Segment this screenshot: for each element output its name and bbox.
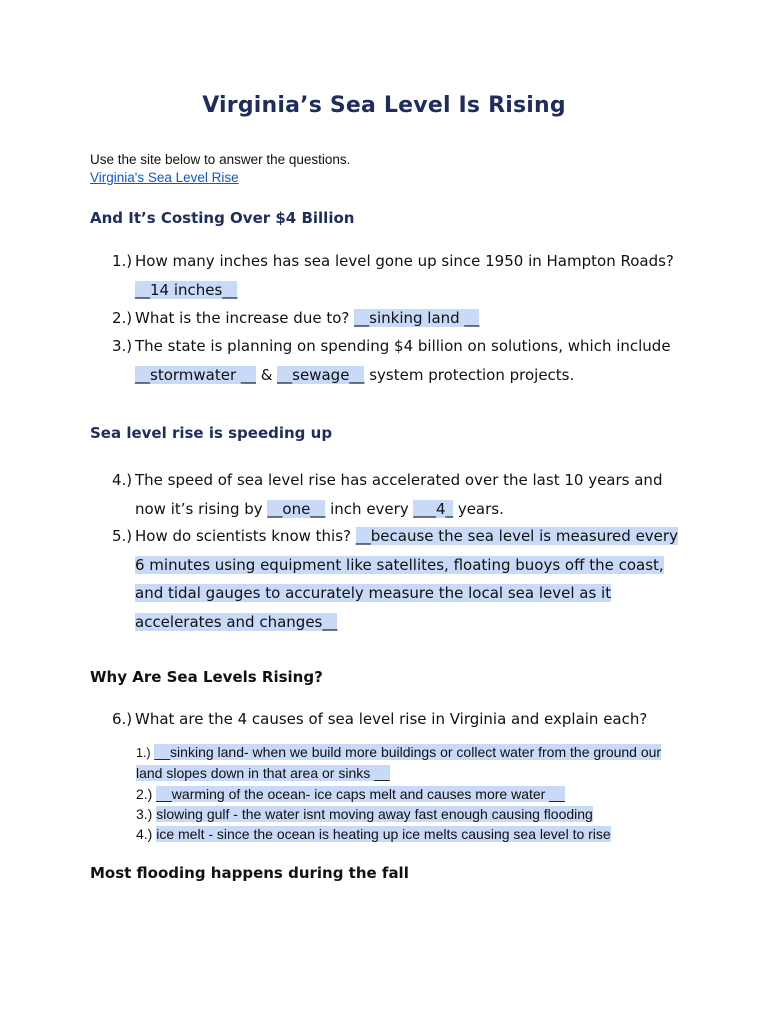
list-item-number: 1.) — [136, 746, 151, 760]
list-item — [136, 784, 681, 804]
list-item — [136, 824, 681, 844]
question-3 — [112, 332, 682, 389]
question-text: What are the 4 causes of sea level rise in Virginia and explain each? — [135, 710, 648, 728]
section-heading-why-rising: Why Are Sea Levels Rising? — [90, 668, 323, 686]
list-item-text: ice melt - since the ocean is heating up ice melts causing sea level to rise — [156, 826, 611, 843]
question-4 — [112, 466, 682, 523]
question-1 — [112, 247, 682, 304]
answer-text: __sewage__ — [277, 365, 365, 384]
question-2 — [112, 304, 682, 333]
question-text: The state is planning on spending $4 billion on solutions, which include — [135, 337, 671, 355]
list-item-text: __warming of the ocean- ice caps melt and causes more water __ — [156, 785, 565, 802]
question-tail: years. — [457, 499, 504, 518]
answer-text: __because the sea level is measured every 6 minutes using equipment like satellites, floating buoys off the coast, and tidal gauges to accurately measure the local sea level as it accelerates and changes__ — [135, 527, 678, 631]
list-item-number: 3.) — [136, 805, 153, 822]
page-title: Virginia’s Sea Level Is Rising — [202, 93, 566, 118]
list-item-number: 4.) — [136, 826, 153, 843]
question-tail: system protection projects. — [369, 365, 575, 384]
question-text: How do scientists know this? — [135, 527, 351, 545]
causes-answer-list — [136, 742, 681, 844]
question-number: 5.) — [112, 527, 133, 545]
list-item-number: 2.) — [136, 785, 153, 802]
answer-text: __one__ — [267, 499, 326, 518]
sea-level-rise-link[interactable]: Virginia's Sea Level Rise — [90, 170, 239, 185]
answer-text: ___4_ — [413, 499, 454, 518]
question-number: 3.) — [112, 337, 133, 355]
list-item — [136, 742, 681, 784]
question-text: How many inches has sea level gone up since 1950 in Hampton Roads? — [135, 252, 674, 270]
question-text: inch every — [330, 499, 409, 518]
question-6 — [112, 705, 682, 734]
list-item-text: slowing gulf - the water isnt moving away fast enough causing flooding — [156, 805, 593, 822]
answer-text: __14 inches__ — [135, 280, 238, 299]
section-heading-cost: And It’s Costing Over $4 Billion — [90, 209, 355, 227]
list-item — [136, 804, 681, 824]
ampersand: & — [260, 365, 273, 384]
section-heading-speeding-up: Sea level rise is speeding up — [90, 424, 333, 442]
question-number: 2.) — [112, 309, 133, 327]
intro-block — [90, 151, 350, 187]
list-item-text: __sinking land- when we build more buildings or collect water from the ground our land slopes down in that area or sinks __ — [136, 744, 662, 782]
answer-text: __stormwater __ — [135, 365, 256, 384]
section-heading-flooding-fall: Most flooding happens during the fall — [90, 864, 409, 882]
question-text: The speed of sea level rise has accelerated over the last 10 years and now it’s rising by — [135, 471, 663, 518]
question-number: 1.) — [112, 252, 133, 270]
answer-text: __sinking land __ — [354, 309, 480, 327]
question-5 — [112, 522, 682, 636]
question-number: 4.) — [112, 471, 133, 489]
question-number: 6.) — [112, 710, 133, 728]
intro-text: Use the site below to answer the questions. — [90, 152, 351, 167]
question-text: What is the increase due to? — [135, 309, 350, 327]
